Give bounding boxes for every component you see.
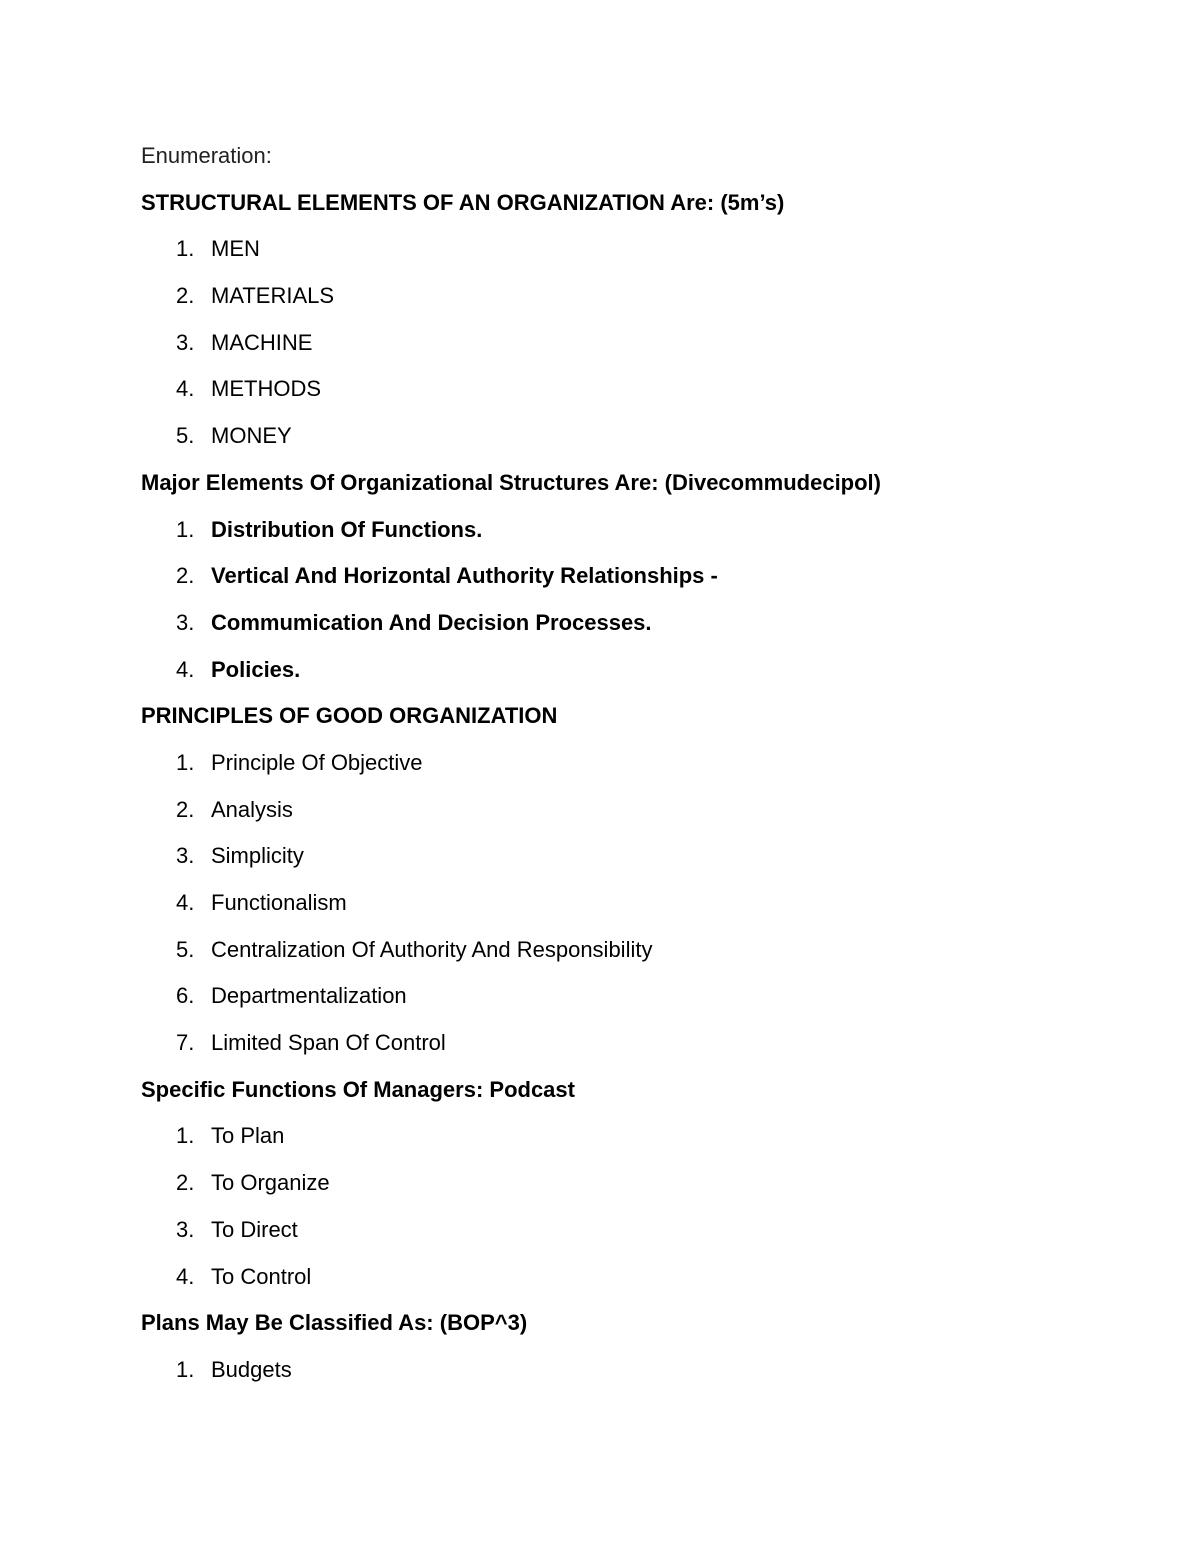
list-item-text: To Control [211,1263,312,1289]
list-item-number: 5. [176,423,195,449]
list-item-number: 1. [176,236,195,262]
list-item-text: To Plan [211,1123,285,1149]
section-heading: Plans May Be Classified As: (BOP^3) [141,1310,528,1336]
list-item-text: Policies. [211,656,301,682]
list-item [141,883,1101,930]
section-heading: PRINCIPLES OF GOOD ORGANIZATION [141,703,558,729]
list-item-number: 2. [176,796,195,822]
list-item-text: MONEY [211,423,292,449]
list-item-text: Commumication And Decision Processes. [211,609,652,635]
list-item-number: 2. [176,1170,195,1196]
list-item-number: 1. [176,1356,195,1382]
list-item-text: Distribution Of Functions. [211,516,483,542]
list-item-text: Principle Of Objective [211,749,423,775]
document-page [141,136,1101,1397]
list-item-number: 1. [176,749,195,775]
list-item-number: 4. [176,890,195,915]
list-item [141,229,1101,276]
list-item-text: Functionalism [211,890,347,915]
list-item [141,930,1101,977]
section-heading: Specific Functions Of Managers: Podcast [141,1076,575,1102]
list-item-number: 3. [176,329,195,355]
list-item-text: MATERIALS [211,283,335,309]
list-item-text: METHODS [211,376,321,402]
list-item-text: MACHINE [211,329,313,355]
list-item-text: Vertical And Horizontal Authority Relationships - [211,563,718,589]
list-item [141,650,1101,697]
list-item [141,276,1101,323]
list-item-number: 7. [176,1030,195,1056]
section-heading: Major Elements Of Organizational Structures Are: (Divecommudecipol) [141,469,881,495]
list-item-text: Limited Span Of Control [211,1030,446,1056]
list-item-text: Departmentalization [211,983,407,1009]
list-item [141,1116,1101,1163]
list-item-number: 3. [176,1216,195,1242]
list-item-text: Centralization Of Authority And Responsibility [211,936,653,962]
sections-container [141,183,1101,1397]
section-heading: STRUCTURAL ELEMENTS OF AN ORGANIZATION Are: (5m’s) [141,189,785,215]
list-item [141,836,1101,883]
list-item-number: 2. [176,563,195,589]
list-item-number: 1. [176,516,195,542]
list-item-number: 4. [176,656,195,682]
list-item [141,323,1101,370]
list-item [141,556,1101,603]
list-item [141,790,1101,837]
list-item [141,416,1101,463]
intro-label: Enumeration: [141,143,272,168]
list-item [141,1163,1101,1210]
list-item-text: To Organize [211,1170,330,1196]
list-item [141,1257,1101,1304]
list-item-text: To Direct [211,1216,298,1242]
list-item [141,743,1101,790]
list-item [141,976,1101,1023]
list-item-number: 4. [176,376,195,402]
list-item-text: Analysis [211,796,293,822]
list-item-number: 3. [176,609,195,635]
list-item-number: 6. [176,983,195,1009]
list-item [141,510,1101,557]
list-item-number: 3. [176,843,195,869]
list-item-number: 5. [176,936,195,962]
list-item [141,369,1101,416]
list-item [141,603,1101,650]
list-item-text: MEN [211,236,260,262]
list-item-number: 1. [176,1123,195,1149]
list-item-text: Budgets [211,1356,292,1382]
list-item [141,1210,1101,1257]
list-item [141,1023,1101,1070]
list-item-text: Simplicity [211,843,304,869]
list-item-number: 4. [176,1263,195,1289]
list-item [141,1350,1101,1397]
list-item-number: 2. [176,283,195,309]
